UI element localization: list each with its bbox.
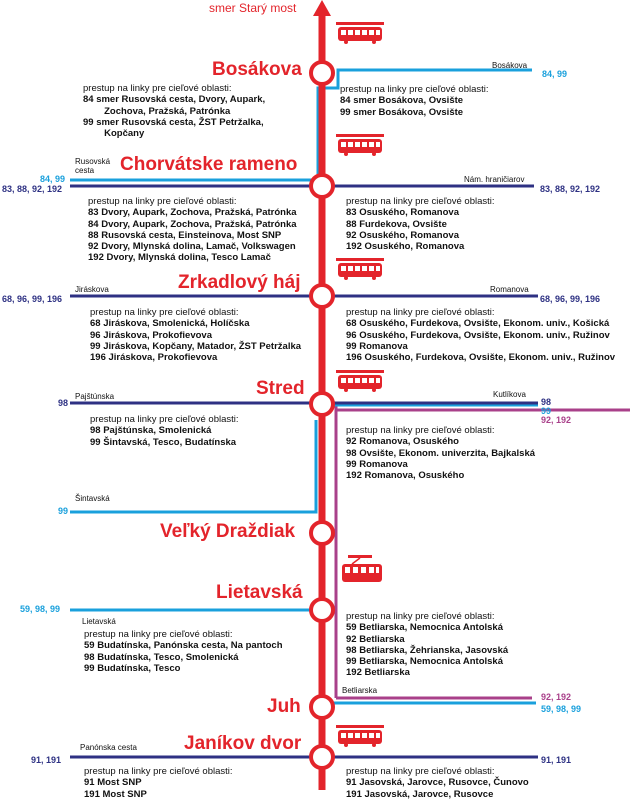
direction-title: smer Starý most: [209, 1, 297, 15]
street-label: Rusovská: [75, 157, 111, 166]
transfer-line: 99 Jiráskova, Kopčany, Matador, ŽST Petržalka: [90, 340, 302, 352]
route-numbers-purple: 92, 192: [541, 692, 572, 702]
street-label: Lietavská: [82, 617, 116, 626]
transfer-line: 192 Betliarska: [346, 667, 410, 679]
tram-icon: [336, 725, 384, 747]
transfer-block-right: [346, 307, 615, 363]
transfer-line: 99 smer Bosákova, Ovsište: [340, 106, 464, 118]
street-label: Šintavská: [75, 494, 110, 503]
transfer-line: 192 Dvory, Mlynská dolina, Tesco Lamač: [88, 252, 271, 264]
transfer-line: 98 Betliarska, Žehrianska, Jasovská: [346, 644, 509, 656]
transfer-line: 196 Osuského, Furdekova, Ovsište, Ekonom. univ., Ružinov: [346, 352, 616, 364]
route-numbers-navy: 91, 191: [31, 755, 62, 765]
route-numbers-purple: 92, 192: [541, 415, 572, 425]
route-numbers-cyan: 84, 99: [542, 69, 568, 79]
stop-name-lietavska: Lietavská: [216, 582, 303, 603]
transfer-line: 83 Dvory, Aupark, Zochova, Pražská, Patrónka: [88, 207, 297, 219]
transfer-line: 91 Jasovská, Jarovce, Rusovce, Čunovo: [346, 777, 529, 789]
transfer-line: 99 Betliarska, Nemocnica Antolská: [346, 656, 503, 668]
street-label: Panónska cesta: [80, 743, 137, 752]
transfer-line: 191 Most SNP: [84, 788, 147, 800]
stop-name-bosakova: Bosákova: [212, 59, 302, 80]
stop-circle-juh: [311, 696, 333, 718]
transfer-line: 98 Ovsište, Ekonom. univerzita, Bajkalská: [346, 447, 536, 459]
route-numbers-cyan: 84, 99: [40, 174, 66, 184]
transfer-line: 84 smer Bosákova, Ovsište: [340, 95, 464, 107]
street-label: Jiráskova: [75, 285, 109, 294]
transfer-line: 92 Osuského, Romanova: [346, 229, 459, 241]
transfer-heading: prestup na linky pre cieľové oblasti:: [84, 629, 233, 640]
street-label: Betliarska: [342, 686, 378, 695]
transfer-heading: prestup na linky pre cieľové oblasti:: [83, 83, 232, 94]
tram-icon: [336, 22, 384, 44]
transfer-heading: prestup na linky pre cieľové oblasti:: [346, 611, 495, 622]
route-numbers-navy: 91, 191: [541, 755, 572, 765]
stop-circle-chorvatske: [311, 175, 333, 197]
transfer-block-right: [346, 425, 535, 481]
route-numbers-navy: 83, 88, 92, 192: [540, 184, 601, 194]
stop-name-juh: Juh: [267, 696, 301, 717]
transfer-heading: prestup na linky pre cieľové oblasti:: [84, 766, 233, 777]
transfer-block-right: [346, 766, 529, 800]
route-numbers-cyan: 59, 98, 99: [541, 704, 582, 714]
transfer-line: 84 Dvory, Aupark, Zochova, Pražská, Patrónka: [88, 218, 297, 230]
stop-circle-janikov: [311, 746, 333, 768]
street-label: Nám. hraničiarov: [464, 175, 525, 184]
route-numbers-cyan: 99: [58, 506, 69, 516]
transfer-line: 92 Betliarska: [346, 633, 405, 645]
transfer-line: 92 Dvory, Mlynská dolina, Lamač, Volkswagen: [88, 241, 296, 253]
transfer-line: 91 Most SNP: [84, 777, 142, 789]
transfer-line: 99 Romanova: [346, 340, 408, 352]
transfer-heading: prestup na linky pre cieľové oblasti:: [340, 84, 489, 95]
route-numbers-cyan: 99: [541, 406, 552, 416]
route-numbers-navy: 68, 96, 99, 196: [2, 294, 63, 304]
stop-circle-velky: [311, 522, 333, 544]
route-numbers-navy: 83, 88, 92, 192: [2, 184, 63, 194]
street-label: Kutlíkova: [493, 390, 526, 399]
tram-icon: [336, 370, 384, 392]
street-label: Romanova: [490, 285, 529, 294]
transfer-line: 191 Jasovská, Jarovce, Rusovce: [346, 788, 494, 800]
transfer-line: 88 Rusovská cesta, Einsteinova, Most SNP: [88, 229, 282, 241]
transfer-block-right: [346, 196, 495, 252]
route-numbers-cyan: 59, 98, 99: [20, 604, 61, 614]
stop-circle-zrkadlovy: [311, 285, 333, 307]
transfer-heading: prestup na linky pre cieľové oblasti:: [88, 196, 237, 207]
transfer-heading: prestup na linky pre cieľové oblasti:: [346, 307, 495, 318]
stop-circle-bosakova: [311, 62, 333, 84]
stop-name-chorvatske: Chorvátske rameno: [120, 154, 298, 175]
tram-icon: [336, 258, 384, 280]
transfer-line: 96 Osuského, Furdekova, Ovsište, Ekonom. univ., Ružinov: [346, 329, 610, 341]
transfer-line: Zochova, Pražská, Patrónka: [83, 105, 231, 117]
stop-name-stred: Stred: [256, 378, 305, 399]
transfer-block-left: [84, 629, 283, 674]
transfer-line: 96 Jiráskova, Prokofievova: [90, 329, 212, 341]
direction-arrow-icon: [313, 0, 331, 16]
transfer-line: 92 Romanova, Osuského: [346, 436, 459, 448]
transfer-line: 59 Betliarska, Nemocnica Antolská: [346, 622, 503, 634]
transfer-heading: prestup na linky pre cieľové oblasti:: [346, 196, 495, 207]
transfer-line: 68 Osuského, Furdekova, Ovsište, Ekonom. univ., Košická: [346, 318, 610, 330]
street-label: Pajštúnska: [75, 392, 115, 401]
transfer-line: 196 Jiráskova, Prokofievova: [90, 352, 218, 364]
stop-circle-stred: [311, 393, 333, 415]
route-numbers-navy: 98: [541, 397, 552, 407]
transfer-heading: prestup na linky pre cieľové oblasti:: [90, 307, 239, 318]
transfer-block-right: [346, 611, 508, 679]
transfer-block-left: [90, 307, 301, 363]
transfer-line: 59 Budatínska, Panónska cesta, Na pantoch: [84, 640, 283, 652]
route-numbers-navy: 68, 96, 99, 196: [540, 294, 601, 304]
transfer-line: 99 Romanova: [346, 458, 408, 470]
tram-icon: [342, 555, 382, 582]
street-label: cesta: [75, 166, 95, 175]
transfer-heading: prestup na linky pre cieľové oblasti:: [346, 425, 495, 436]
transfer-heading: prestup na linky pre cieľové oblasti:: [90, 414, 239, 425]
transfer-heading: prestup na linky pre cieľové oblasti:: [346, 766, 495, 777]
tram-icon: [336, 134, 384, 156]
stop-name-janikov: Janíkov dvor: [184, 733, 302, 754]
transfer-line: 192 Osuského, Romanova: [346, 241, 465, 253]
transfer-block-left: [84, 766, 233, 800]
transfer-block-left: [88, 196, 297, 264]
transfer-line: 99 Budatínska, Tesco: [84, 662, 181, 674]
transfer-line: 88 Furdekova, Ovsište: [346, 218, 447, 230]
transfer-line: 83 Osuského, Romanova: [346, 207, 459, 219]
transfer-line: 98 Budatínska, Tesco, Smolenická: [84, 651, 239, 663]
stop-name-velky: Veľký Draždiak: [160, 521, 296, 542]
street-label: Bosákova: [492, 61, 528, 70]
stop-circle-lietavska: [311, 599, 333, 621]
transfer-line: 99 smer Rusovská cesta, ŽST Petržalka,: [83, 116, 264, 128]
transfer-block-left: [90, 414, 239, 448]
transfer-line: 84 smer Rusovská cesta, Dvory, Aupark,: [83, 94, 266, 106]
transfer-line: 98 Pajštúnska, Smolenická: [90, 425, 212, 437]
stop-name-zrkadlovy: Zrkadlový háj: [178, 272, 301, 293]
transfer-block-right: [340, 84, 489, 118]
transfer-line: Kopčany: [83, 128, 145, 140]
transfer-line: 192 Romanova, Osuského: [346, 470, 465, 482]
transfer-line: 68 Jiráskova, Smolenická, Holíčska: [90, 318, 250, 330]
transfer-line: 99 Šintavská, Tesco, Budatínska: [90, 436, 237, 448]
transfer-block-left: [83, 83, 265, 139]
route-numbers-navy: 98: [58, 398, 69, 408]
